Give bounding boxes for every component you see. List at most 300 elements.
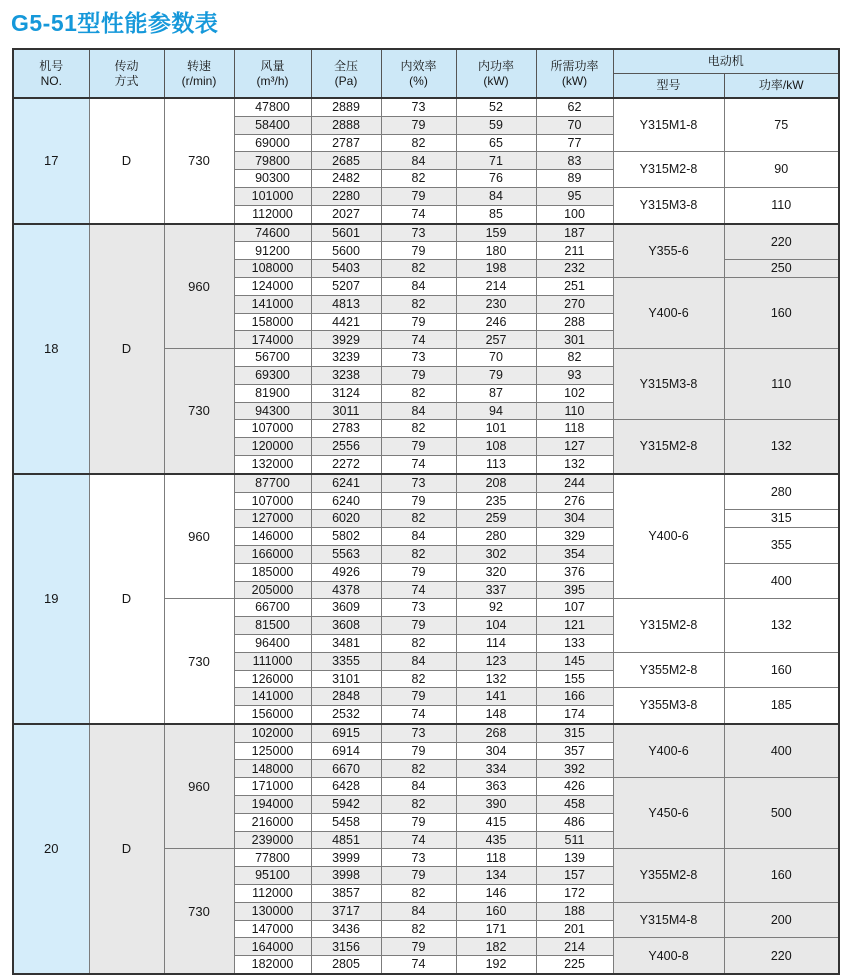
cell-speed: 730 xyxy=(164,349,234,474)
cell-required-power: 145 xyxy=(536,652,613,670)
cell-required-power: 62 xyxy=(536,98,613,116)
cell-internal-power: 208 xyxy=(456,474,536,492)
cell-required-power: 486 xyxy=(536,813,613,831)
cell-drive: D xyxy=(89,98,164,224)
cell-pressure: 2556 xyxy=(311,438,381,456)
cell-flow: 171000 xyxy=(234,778,311,796)
cell-required-power: 232 xyxy=(536,260,613,278)
cell-flow: 91200 xyxy=(234,242,311,260)
table-row xyxy=(13,724,839,742)
cell-flow: 58400 xyxy=(234,116,311,134)
performance-table xyxy=(12,48,840,975)
cell-flow: 127000 xyxy=(234,510,311,528)
cell-required-power: 100 xyxy=(536,205,613,223)
cell-motor-power: 250 xyxy=(724,260,839,278)
cell-flow: 156000 xyxy=(234,706,311,724)
cell-internal-power: 320 xyxy=(456,563,536,581)
cell-flow: 126000 xyxy=(234,670,311,688)
cell-pressure: 2783 xyxy=(311,420,381,438)
cell-pressure: 2280 xyxy=(311,187,381,205)
cell-efficiency: 79 xyxy=(381,938,456,956)
cell-required-power: 511 xyxy=(536,831,613,849)
cell-internal-power: 94 xyxy=(456,402,536,420)
cell-efficiency: 74 xyxy=(381,455,456,473)
cell-pressure: 3481 xyxy=(311,634,381,652)
cell-motor-model: Y355M2-8 xyxy=(613,849,724,902)
cell-efficiency: 79 xyxy=(381,187,456,205)
cell-internal-power: 52 xyxy=(456,98,536,116)
cell-flow: 146000 xyxy=(234,528,311,546)
cell-pressure: 6670 xyxy=(311,760,381,778)
cell-internal-power: 246 xyxy=(456,313,536,331)
cell-pressure: 3011 xyxy=(311,402,381,420)
cell-speed: 730 xyxy=(164,98,234,224)
header-pressure: 全压 (Pa) xyxy=(311,49,381,98)
cell-required-power: 270 xyxy=(536,295,613,313)
cell-required-power: 89 xyxy=(536,170,613,188)
cell-required-power: 95 xyxy=(536,187,613,205)
cell-internal-power: 123 xyxy=(456,652,536,670)
cell-required-power: 93 xyxy=(536,366,613,384)
cell-motor-power: 355 xyxy=(724,528,839,564)
cell-efficiency: 74 xyxy=(381,205,456,223)
cell-motor-power: 75 xyxy=(724,98,839,152)
cell-required-power: 315 xyxy=(536,724,613,742)
cell-internal-power: 198 xyxy=(456,260,536,278)
cell-motor-power: 110 xyxy=(724,187,839,223)
cell-motor-power: 315 xyxy=(724,510,839,528)
cell-flow: 107000 xyxy=(234,420,311,438)
cell-pressure: 6241 xyxy=(311,474,381,492)
cell-flow: 77800 xyxy=(234,849,311,867)
cell-internal-power: 390 xyxy=(456,796,536,814)
cell-efficiency: 84 xyxy=(381,652,456,670)
cell-motor-model: Y315M3-8 xyxy=(613,349,724,420)
cell-pressure: 2888 xyxy=(311,116,381,134)
cell-efficiency: 73 xyxy=(381,98,456,116)
cell-internal-power: 79 xyxy=(456,366,536,384)
cell-pressure: 5563 xyxy=(311,545,381,563)
cell-flow: 108000 xyxy=(234,260,311,278)
cell-required-power: 166 xyxy=(536,688,613,706)
cell-internal-power: 159 xyxy=(456,224,536,242)
cell-motor-model: Y315M1-8 xyxy=(613,98,724,152)
cell-required-power: 172 xyxy=(536,885,613,903)
cell-internal-power: 118 xyxy=(456,849,536,867)
cell-internal-power: 268 xyxy=(456,724,536,742)
cell-required-power: 288 xyxy=(536,313,613,331)
cell-flow: 66700 xyxy=(234,599,311,617)
cell-flow: 69000 xyxy=(234,134,311,152)
cell-pressure: 3717 xyxy=(311,902,381,920)
cell-motor-power: 132 xyxy=(724,420,839,474)
cell-efficiency: 82 xyxy=(381,260,456,278)
cell-motor-power: 185 xyxy=(724,688,839,724)
cell-efficiency: 74 xyxy=(381,331,456,349)
cell-flow: 166000 xyxy=(234,545,311,563)
cell-speed: 960 xyxy=(164,224,234,349)
cell-efficiency: 82 xyxy=(381,796,456,814)
cell-motor-model: Y355M3-8 xyxy=(613,688,724,724)
cell-motor-model: Y315M2-8 xyxy=(613,420,724,474)
cell-flow: 95100 xyxy=(234,867,311,885)
cell-efficiency: 84 xyxy=(381,902,456,920)
cell-motor-model: Y315M3-8 xyxy=(613,187,724,223)
cell-pressure: 3156 xyxy=(311,938,381,956)
cell-flow: 125000 xyxy=(234,742,311,760)
cell-efficiency: 74 xyxy=(381,956,456,974)
cell-efficiency: 79 xyxy=(381,813,456,831)
cell-efficiency: 82 xyxy=(381,545,456,563)
cell-efficiency: 82 xyxy=(381,295,456,313)
cell-flow: 101000 xyxy=(234,187,311,205)
cell-flow: 185000 xyxy=(234,563,311,581)
cell-speed: 960 xyxy=(164,474,234,599)
cell-internal-power: 257 xyxy=(456,331,536,349)
cell-internal-power: 171 xyxy=(456,920,536,938)
cell-flow: 112000 xyxy=(234,205,311,223)
cell-efficiency: 79 xyxy=(381,438,456,456)
cell-internal-power: 71 xyxy=(456,152,536,170)
header-motor-model: 型号 xyxy=(613,74,724,99)
header-flow: 风量 (m³/h) xyxy=(234,49,311,98)
cell-internal-power: 259 xyxy=(456,510,536,528)
cell-required-power: 225 xyxy=(536,956,613,974)
cell-pressure: 3998 xyxy=(311,867,381,885)
cell-no: 20 xyxy=(13,724,89,974)
header-internal-power: 内功率 (kW) xyxy=(456,49,536,98)
cell-internal-power: 304 xyxy=(456,742,536,760)
cell-flow: 87700 xyxy=(234,474,311,492)
cell-efficiency: 79 xyxy=(381,688,456,706)
cell-motor-model: Y400-6 xyxy=(613,277,724,348)
cell-motor-power: 160 xyxy=(724,652,839,688)
cell-internal-power: 182 xyxy=(456,938,536,956)
cell-required-power: 110 xyxy=(536,402,613,420)
header-required-power: 所需功率 (kW) xyxy=(536,49,613,98)
cell-required-power: 329 xyxy=(536,528,613,546)
cell-internal-power: 235 xyxy=(456,492,536,510)
cell-pressure: 2685 xyxy=(311,152,381,170)
cell-motor-model: Y400-6 xyxy=(613,474,724,599)
cell-motor-model: Y355M2-8 xyxy=(613,652,724,688)
cell-efficiency: 79 xyxy=(381,867,456,885)
cell-efficiency: 79 xyxy=(381,742,456,760)
cell-efficiency: 82 xyxy=(381,384,456,402)
cell-required-power: 214 xyxy=(536,938,613,956)
cell-pressure: 2272 xyxy=(311,455,381,473)
cell-efficiency: 82 xyxy=(381,170,456,188)
table-row xyxy=(13,98,839,116)
cell-flow: 216000 xyxy=(234,813,311,831)
cell-internal-power: 180 xyxy=(456,242,536,260)
cell-required-power: 187 xyxy=(536,224,613,242)
cell-internal-power: 59 xyxy=(456,116,536,134)
cell-flow: 81500 xyxy=(234,617,311,635)
cell-motor-model: Y315M4-8 xyxy=(613,902,724,938)
cell-efficiency: 73 xyxy=(381,349,456,367)
cell-flow: 120000 xyxy=(234,438,311,456)
cell-flow: 107000 xyxy=(234,492,311,510)
cell-required-power: 395 xyxy=(536,581,613,599)
cell-internal-power: 132 xyxy=(456,670,536,688)
page-title: G5-51型性能参数表 xyxy=(11,10,219,36)
cell-pressure: 5942 xyxy=(311,796,381,814)
cell-motor-power: 200 xyxy=(724,902,839,938)
cell-motor-power: 400 xyxy=(724,563,839,599)
cell-flow: 102000 xyxy=(234,724,311,742)
cell-efficiency: 84 xyxy=(381,277,456,295)
cell-internal-power: 148 xyxy=(456,706,536,724)
cell-speed: 730 xyxy=(164,599,234,724)
cell-efficiency: 82 xyxy=(381,885,456,903)
cell-flow: 56700 xyxy=(234,349,311,367)
cell-pressure: 6428 xyxy=(311,778,381,796)
cell-pressure: 4813 xyxy=(311,295,381,313)
cell-internal-power: 85 xyxy=(456,205,536,223)
table-body xyxy=(13,98,839,974)
header-motor: 电动机 xyxy=(613,49,839,74)
cell-motor-model: Y315M2-8 xyxy=(613,599,724,652)
cell-flow: 96400 xyxy=(234,634,311,652)
cell-pressure: 6240 xyxy=(311,492,381,510)
cell-flow: 141000 xyxy=(234,295,311,313)
cell-motor-model: Y400-8 xyxy=(613,938,724,974)
cell-required-power: 118 xyxy=(536,420,613,438)
header-drive: 传动 方式 xyxy=(89,49,164,98)
cell-pressure: 2532 xyxy=(311,706,381,724)
cell-required-power: 211 xyxy=(536,242,613,260)
cell-flow: 132000 xyxy=(234,455,311,473)
cell-pressure: 6020 xyxy=(311,510,381,528)
cell-flow: 74600 xyxy=(234,224,311,242)
cell-flow: 69300 xyxy=(234,366,311,384)
header-no: 机号 NO. xyxy=(13,49,89,98)
cell-flow: 174000 xyxy=(234,331,311,349)
cell-efficiency: 74 xyxy=(381,831,456,849)
cell-required-power: 426 xyxy=(536,778,613,796)
cell-efficiency: 73 xyxy=(381,599,456,617)
cell-required-power: 354 xyxy=(536,545,613,563)
cell-efficiency: 84 xyxy=(381,528,456,546)
cell-flow: 79800 xyxy=(234,152,311,170)
cell-efficiency: 79 xyxy=(381,563,456,581)
cell-required-power: 132 xyxy=(536,455,613,473)
cell-required-power: 458 xyxy=(536,796,613,814)
cell-motor-power: 220 xyxy=(724,224,839,260)
cell-flow: 147000 xyxy=(234,920,311,938)
cell-required-power: 376 xyxy=(536,563,613,581)
cell-pressure: 2848 xyxy=(311,688,381,706)
cell-required-power: 139 xyxy=(536,849,613,867)
cell-motor-model: Y400-6 xyxy=(613,724,724,778)
cell-required-power: 392 xyxy=(536,760,613,778)
cell-efficiency: 82 xyxy=(381,134,456,152)
cell-drive: D xyxy=(89,724,164,974)
cell-flow: 239000 xyxy=(234,831,311,849)
cell-pressure: 3101 xyxy=(311,670,381,688)
table-header xyxy=(13,49,839,98)
cell-internal-power: 230 xyxy=(456,295,536,313)
cell-pressure: 5458 xyxy=(311,813,381,831)
cell-internal-power: 146 xyxy=(456,885,536,903)
cell-pressure: 4378 xyxy=(311,581,381,599)
cell-motor-power: 220 xyxy=(724,938,839,974)
cell-pressure: 6915 xyxy=(311,724,381,742)
cell-internal-power: 337 xyxy=(456,581,536,599)
cell-required-power: 174 xyxy=(536,706,613,724)
cell-internal-power: 114 xyxy=(456,634,536,652)
cell-internal-power: 192 xyxy=(456,956,536,974)
cell-internal-power: 134 xyxy=(456,867,536,885)
cell-efficiency: 82 xyxy=(381,760,456,778)
cell-flow: 111000 xyxy=(234,652,311,670)
cell-pressure: 4926 xyxy=(311,563,381,581)
cell-efficiency: 74 xyxy=(381,581,456,599)
cell-pressure: 5600 xyxy=(311,242,381,260)
cell-internal-power: 87 xyxy=(456,384,536,402)
cell-flow: 194000 xyxy=(234,796,311,814)
cell-internal-power: 280 xyxy=(456,528,536,546)
cell-pressure: 2027 xyxy=(311,205,381,223)
cell-internal-power: 65 xyxy=(456,134,536,152)
cell-internal-power: 104 xyxy=(456,617,536,635)
cell-motor-power: 110 xyxy=(724,349,839,420)
cell-efficiency: 73 xyxy=(381,724,456,742)
cell-motor-power: 500 xyxy=(724,778,839,849)
cell-efficiency: 82 xyxy=(381,510,456,528)
cell-pressure: 4851 xyxy=(311,831,381,849)
cell-efficiency: 74 xyxy=(381,706,456,724)
cell-pressure: 3857 xyxy=(311,885,381,903)
cell-flow: 90300 xyxy=(234,170,311,188)
cell-pressure: 6914 xyxy=(311,742,381,760)
cell-efficiency: 82 xyxy=(381,670,456,688)
cell-internal-power: 363 xyxy=(456,778,536,796)
cell-efficiency: 73 xyxy=(381,474,456,492)
cell-internal-power: 435 xyxy=(456,831,536,849)
cell-flow: 182000 xyxy=(234,956,311,974)
cell-motor-model: Y355-6 xyxy=(613,224,724,278)
cell-efficiency: 73 xyxy=(381,224,456,242)
header-speed: 转速 (r/min) xyxy=(164,49,234,98)
cell-required-power: 276 xyxy=(536,492,613,510)
cell-motor-power: 90 xyxy=(724,152,839,188)
cell-required-power: 82 xyxy=(536,349,613,367)
cell-flow: 47800 xyxy=(234,98,311,116)
cell-speed: 730 xyxy=(164,849,234,974)
cell-pressure: 3999 xyxy=(311,849,381,867)
cell-efficiency: 79 xyxy=(381,313,456,331)
cell-pressure: 5207 xyxy=(311,277,381,295)
cell-required-power: 107 xyxy=(536,599,613,617)
cell-internal-power: 334 xyxy=(456,760,536,778)
cell-pressure: 3355 xyxy=(311,652,381,670)
table-row xyxy=(13,224,839,242)
cell-internal-power: 76 xyxy=(456,170,536,188)
cell-required-power: 121 xyxy=(536,617,613,635)
cell-required-power: 127 xyxy=(536,438,613,456)
cell-efficiency: 84 xyxy=(381,152,456,170)
cell-required-power: 251 xyxy=(536,277,613,295)
cell-pressure: 3929 xyxy=(311,331,381,349)
cell-pressure: 3436 xyxy=(311,920,381,938)
cell-pressure: 4421 xyxy=(311,313,381,331)
cell-motor-model: Y315M2-8 xyxy=(613,152,724,188)
cell-pressure: 3238 xyxy=(311,366,381,384)
cell-motor-power: 160 xyxy=(724,849,839,902)
cell-internal-power: 84 xyxy=(456,187,536,205)
cell-efficiency: 84 xyxy=(381,778,456,796)
cell-pressure: 2805 xyxy=(311,956,381,974)
cell-internal-power: 160 xyxy=(456,902,536,920)
cell-motor-model: Y450-6 xyxy=(613,778,724,849)
cell-internal-power: 70 xyxy=(456,349,536,367)
cell-efficiency: 82 xyxy=(381,634,456,652)
cell-flow: 205000 xyxy=(234,581,311,599)
cell-motor-power: 160 xyxy=(724,277,839,348)
cell-required-power: 77 xyxy=(536,134,613,152)
header-efficiency: 内效率 (%) xyxy=(381,49,456,98)
cell-efficiency: 82 xyxy=(381,420,456,438)
cell-speed: 960 xyxy=(164,724,234,849)
cell-required-power: 188 xyxy=(536,902,613,920)
cell-internal-power: 415 xyxy=(456,813,536,831)
cell-required-power: 70 xyxy=(536,116,613,134)
cell-flow: 148000 xyxy=(234,760,311,778)
cell-efficiency: 79 xyxy=(381,617,456,635)
cell-motor-power: 400 xyxy=(724,724,839,778)
cell-required-power: 201 xyxy=(536,920,613,938)
cell-required-power: 133 xyxy=(536,634,613,652)
cell-pressure: 3124 xyxy=(311,384,381,402)
cell-no: 18 xyxy=(13,224,89,474)
cell-internal-power: 101 xyxy=(456,420,536,438)
cell-efficiency: 79 xyxy=(381,366,456,384)
cell-no: 19 xyxy=(13,474,89,724)
cell-internal-power: 214 xyxy=(456,277,536,295)
cell-pressure: 5802 xyxy=(311,528,381,546)
cell-flow: 158000 xyxy=(234,313,311,331)
cell-flow: 112000 xyxy=(234,885,311,903)
cell-flow: 130000 xyxy=(234,902,311,920)
cell-drive: D xyxy=(89,224,164,474)
cell-flow: 94300 xyxy=(234,402,311,420)
cell-pressure: 5403 xyxy=(311,260,381,278)
cell-pressure: 2889 xyxy=(311,98,381,116)
cell-pressure: 3608 xyxy=(311,617,381,635)
cell-pressure: 3239 xyxy=(311,349,381,367)
cell-required-power: 304 xyxy=(536,510,613,528)
cell-efficiency: 82 xyxy=(381,920,456,938)
cell-pressure: 2787 xyxy=(311,134,381,152)
cell-internal-power: 113 xyxy=(456,455,536,473)
cell-efficiency: 73 xyxy=(381,849,456,867)
cell-pressure: 3609 xyxy=(311,599,381,617)
cell-motor-power: 280 xyxy=(724,474,839,510)
cell-required-power: 157 xyxy=(536,867,613,885)
cell-required-power: 244 xyxy=(536,474,613,492)
cell-flow: 141000 xyxy=(234,688,311,706)
cell-required-power: 301 xyxy=(536,331,613,349)
cell-internal-power: 108 xyxy=(456,438,536,456)
cell-required-power: 83 xyxy=(536,152,613,170)
cell-required-power: 102 xyxy=(536,384,613,402)
table-row xyxy=(13,474,839,492)
cell-flow: 81900 xyxy=(234,384,311,402)
cell-efficiency: 79 xyxy=(381,116,456,134)
cell-efficiency: 84 xyxy=(381,402,456,420)
